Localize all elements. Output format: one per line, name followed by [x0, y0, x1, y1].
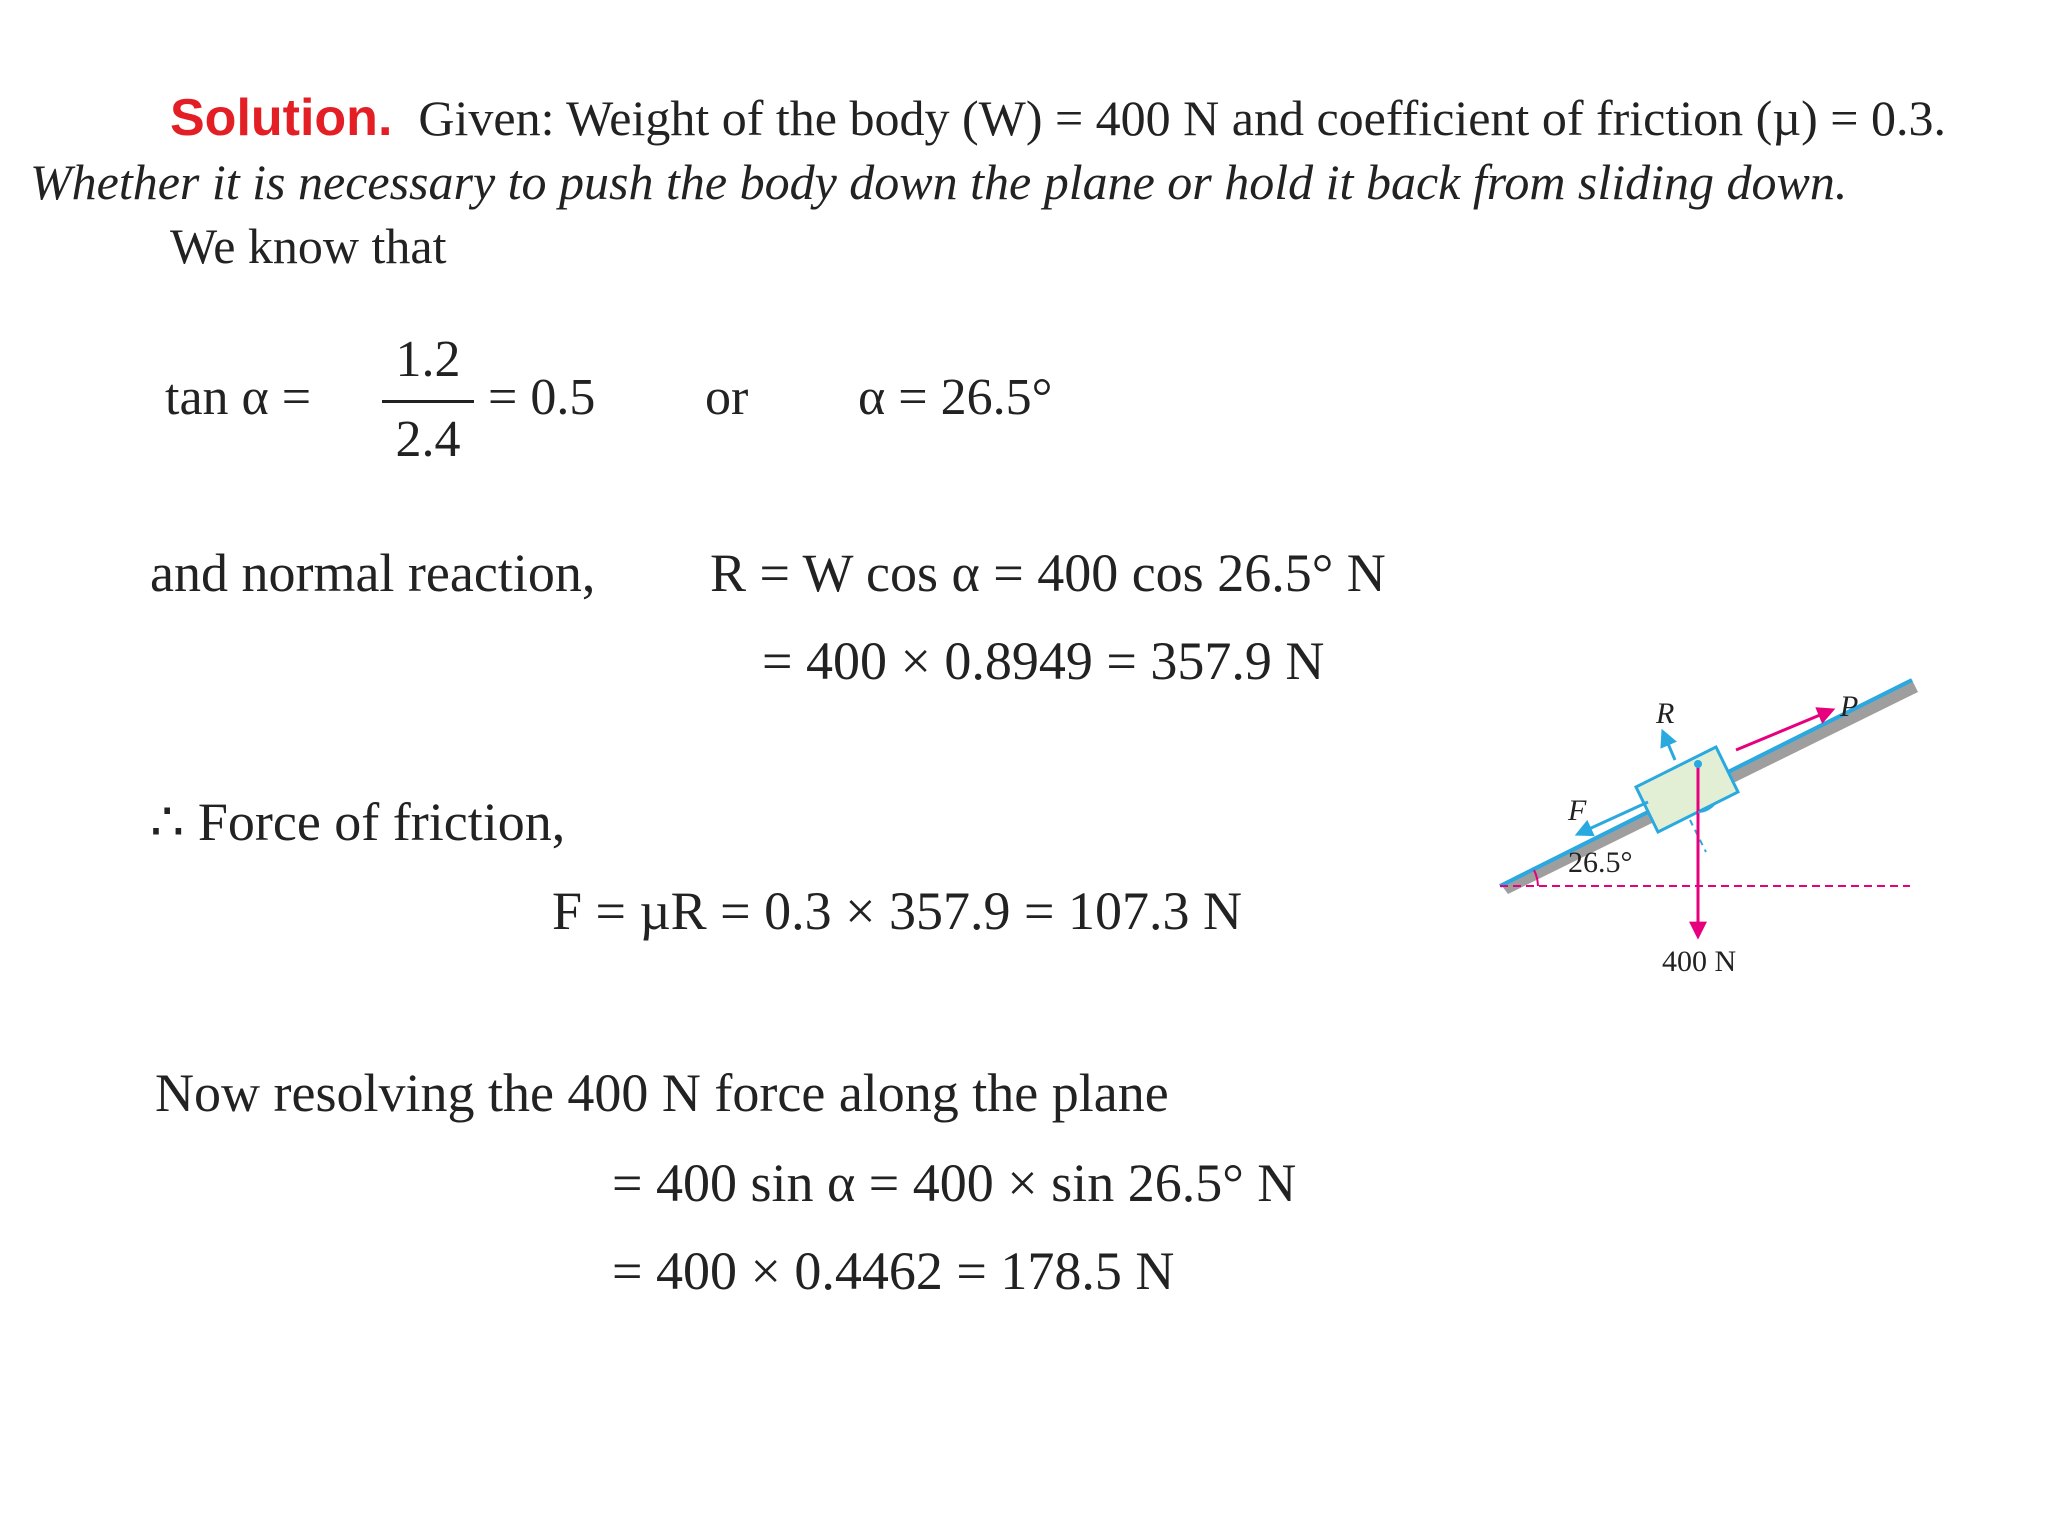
- tan-result: = 0.5: [488, 369, 596, 426]
- resolve-line-1: = 400 sin α = 400 × sin 26.5° N: [612, 1153, 1297, 1213]
- label-angle: 26.5°: [1568, 846, 1633, 879]
- given-text: Given: Weight of the body (W) = 400 N and coefficient of friction (µ) = 0.3.: [418, 90, 1946, 146]
- fraction-bar: [382, 400, 474, 403]
- label-f: F: [1568, 794, 1587, 827]
- center-point: [1694, 760, 1702, 768]
- fraction-denominator: 2.4: [395, 411, 461, 468]
- reaction-arrow: [1663, 732, 1675, 760]
- normal-line-2: = 400 × 0.8949 = 357.9 N: [762, 631, 1325, 691]
- normal-line-1: R = W cos α = 400 cos 26.5° N: [710, 543, 1386, 603]
- alpha-value: α = 26.5°: [858, 369, 1053, 426]
- normal-label: and normal reaction,: [150, 543, 596, 603]
- block: [1636, 747, 1738, 832]
- question-text: Whether it is necessary to push the body down the plane or hold it back from sliding down.: [30, 154, 1848, 210]
- label-r: R: [1656, 697, 1675, 730]
- friction-line: F = µR = 0.3 × 357.9 = 107.3 N: [552, 881, 1242, 941]
- resolve-line-2: = 400 × 0.4462 = 178.5 N: [612, 1241, 1175, 1301]
- inclined-plane-diagram: [1480, 620, 1920, 980]
- label-weight: 400 N: [1662, 945, 1737, 978]
- fraction-numerator: 1.2: [395, 331, 461, 388]
- solution-line: [170, 86, 1946, 150]
- solution-label: Solution.: [170, 89, 393, 147]
- we-know-text: We know that: [170, 218, 447, 274]
- or-text: or: [705, 369, 749, 426]
- tan-lhs: tan α =: [165, 369, 312, 426]
- friction-label: ∴ Force of friction,: [150, 792, 566, 852]
- resolve-label: Now resolving the 400 N force along the plane: [155, 1063, 1169, 1123]
- label-p: P: [1840, 690, 1859, 723]
